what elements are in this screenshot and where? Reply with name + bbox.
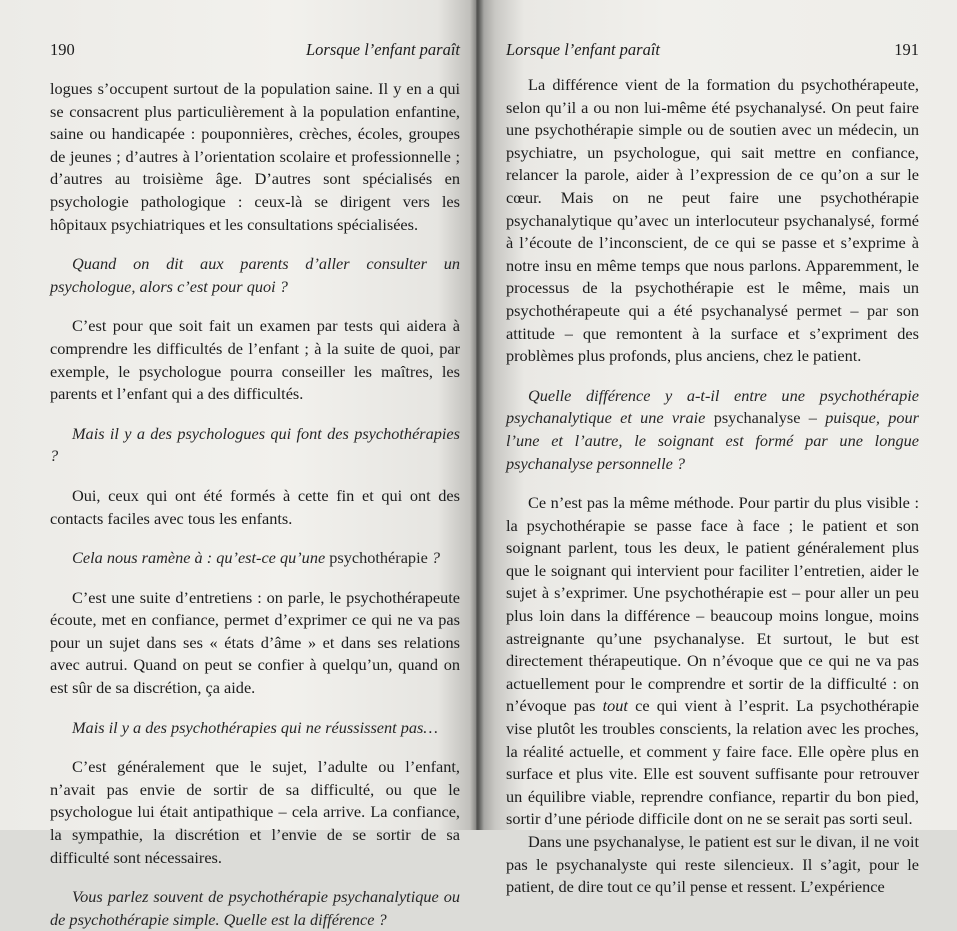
emphasized-word: tout	[602, 696, 628, 716]
question-text: Quelle différence y a-t-il entre une psychothérapie psychanalytique et une vraie	[506, 385, 919, 428]
left-page-number: 190	[50, 40, 75, 59]
interviewer-question: Vous parlez souvent de psychothérapie psychanalytique ou de psychothérapie simple. Quelle est la différence ?	[50, 887, 460, 929]
question-text: – puisque, pour l’une et l’autre, le soignant est formé par une longue psychanalyse personnelle ?	[506, 408, 919, 473]
interviewer-question	[50, 547, 460, 570]
left-body-text	[50, 78, 460, 931]
answer-text: ce qui vient à l’esprit. La psychothérapie vise plutôt les troubles conscients, la relation avec les proches, la réalité actuelle, et comment y faire face. Elle opère plus en surface et plus vite. Elle est souvent suffisante pour retrouver un équilibre viable, reprendre confiance, repartir du bon pied, sortir d’une période difficile dont on ne se serait pas sorti seul.	[506, 696, 920, 829]
paragraph: logues s’occupent surtout de la population saine. Il y en a qui se consacrent plus particulièrement à la population enfantine, saine ou handicapée : pouponnières, crèches, écoles, groupes de jeunes ; d’autres à l’orientation scolaire et professionnelle ; d’autres au troisième âge. D’autres sont spécialisés en psychologie pathologique : ceux-là se dirigent vers les hôpitaux psychiatriques et les consultations spécialisées.	[50, 79, 460, 234]
left-page	[0, 0, 476, 929]
question-text: ?	[427, 548, 441, 568]
interviewer-question: Quand on dit aux parents d’aller consulter un psychologue, alors c’est pour quoi ?	[50, 254, 460, 296]
answer-paragraph	[506, 492, 919, 831]
right-body-text	[506, 74, 919, 899]
interviewer-question: Mais il y a des psychothérapies qui ne réussissent pas…	[72, 717, 438, 737]
right-running-head	[506, 40, 919, 60]
left-running-title: Lorsque l’enfant paraît	[305, 40, 460, 59]
right-page	[476, 0, 957, 897]
answer-text: Ce n’est pas la même méthode. Pour partir du plus visible : la psychothérapie se passe face à face ; le patient et son soignant parlent, tous les deux, le patient généralement plus que le soignant qui intervient pour faciliter l’entretien, aider le sujet à s’exprimer. Une psychothérapie est – pour aller un peu plus loin dans la différence – beaucoup moins longue, moins astreignante qu’une psychanalyse. Et surtout, le but est directement thérapeutique. On n’évoque que ce qui ne va pas actuellement pour le comprendre et sortir de la difficulté : on n’évoque pas	[506, 493, 919, 716]
answer-paragraph: C’est pour que soit fait un examen par tests qui aidera à comprendre les difficultés de l’enfant ; à la suite de quoi, par exemple, le psychologue pourra conseiller les maîtres, les parents et l’enfant qui a des difficultés.	[50, 316, 460, 404]
answer-paragraph: C’est généralement que le sujet, l’adulte ou l’enfant, n’avait pas envie de sortir de sa difficulté, ou que le psychologue lui était antipathique – cela arrive. La confiance, la sympathie, la discrétion et l’envie de se sortir de sa difficulté sont nécessaires.	[50, 757, 460, 867]
interviewer-question	[506, 385, 919, 475]
question-term: psychothérapie	[329, 548, 428, 568]
answer-paragraph: Dans une psychanalyse, le patient est sur le divan, il ne voit pas le psychanalyste qui reste silencieux. Il s’agit, pour le patient, de dire tout ce qu’il pense et ressent. L’expérience	[506, 832, 919, 897]
left-running-head	[50, 40, 460, 60]
answer-paragraph: C’est une suite d’entretiens : on parle, le psychothérapeute écoute, met en confiance, permet d’exprimer ce qui ne va pas pour un sujet dans ses « états d’âme » et dans ses relations avec autrui. Quand on peut se confier à quelqu’un, quand on est sûr de sa discrétion, ça aide.	[50, 587, 460, 698]
right-running-title: Lorsque l’enfant paraît	[506, 40, 661, 59]
right-page-number: 191	[894, 40, 919, 59]
question-term: psychanalyse	[713, 408, 801, 428]
answer-paragraph: Oui, ceux qui ont été formés à cette fin et qui ont des contacts faciles avec tous les enfants.	[50, 485, 460, 528]
answer-paragraph: La différence vient de la formation du psychothérapeute, selon qu’il a ou non lui-même été psychanalysé. On peut faire une psychothérapie simple ou de soutien avec un médecin, un psychiatre, un psychologue, qui sait mettre en confiance, relancer la parole, aider à l’expression de ce qu’on a sur le cœur. Mais on ne peut faire une psychothérapie psychanalytique qu’avec un interlocuteur psychanalysé, formé à l’écoute de l’inconscient, de ce qui se passe et s’exprime à notre insu en même temps que nous parlons. Apparemment, le processus de la psychothérapie est le même, mais un psychothérapeute qui a été psychanalysé permet – par son attitude – que remontent à la surface et s’expriment des problèmes plus profonds, plus anciens, chez le patient.	[506, 75, 919, 366]
interviewer-question: Mais il y a des psychologues qui font des psychothérapies ?	[50, 423, 460, 466]
question-text: Cela nous ramène à : qu’est-ce qu’une	[72, 548, 330, 568]
